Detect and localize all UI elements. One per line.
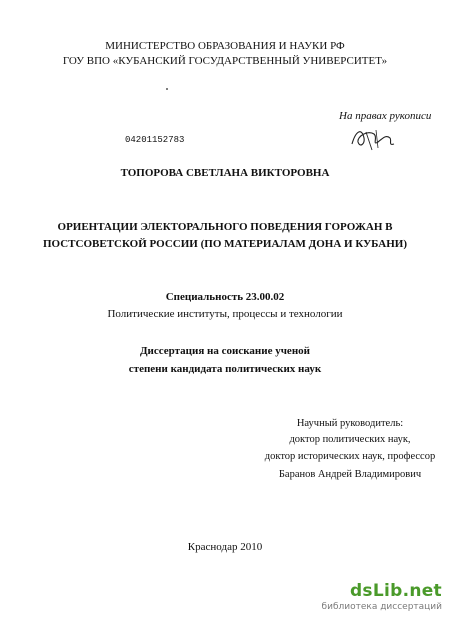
dslib-tagline: библиотека диссертаций	[321, 602, 442, 612]
specialty-code: Специальность 23.00.02	[165, 291, 285, 303]
advisor-degree-2: доктор исторических наук, профессор	[264, 451, 436, 462]
advisor-degree-1: доктор политических наук,	[289, 434, 411, 445]
specialty-name: Политические институты, процессы и технологии	[107, 308, 343, 320]
speck-mark	[166, 88, 168, 90]
thesis-title-line-2: ПОСТСОВЕТСКОЙ РОССИИ (ПО МАТЕРИАЛАМ ДОНА И КУБАНИ)	[42, 238, 408, 250]
city-year: Краснодар 2010	[187, 541, 263, 553]
author-name: ТОПОРОВА СВЕТЛАНА ВИКТОРОВНА	[120, 167, 330, 179]
catalog-number: 04201152783	[125, 135, 185, 145]
dissertation-line-2: степени кандидата политических наук	[128, 363, 322, 375]
dissertation-line-1: Диссертация на соискание ученой	[139, 345, 310, 357]
signature-icon	[348, 124, 398, 152]
advisor-name: Баранов Андрей Владимирович	[278, 469, 422, 480]
manuscript-note: На правах рукописи	[339, 110, 432, 122]
ministry-header: МИНИСТЕРСТВО ОБРАЗОВАНИЯ И НАУКИ РФ	[105, 40, 345, 52]
advisor-label: Научный руководитель:	[296, 418, 404, 429]
dslib-watermark[interactable]	[321, 579, 450, 619]
thesis-title-line-1: ОРИЕНТАЦИИ ЭЛЕКТОРАЛЬНОГО ПОВЕДЕНИЯ ГОРОЖАН В	[57, 221, 393, 233]
dslib-logo: dsLib.net	[349, 581, 442, 601]
university-header: ГОУ ВПО «КУБАНСКИЙ ГОСУДАРСТВЕННЫЙ УНИВЕРСИТЕТ»	[62, 55, 388, 67]
